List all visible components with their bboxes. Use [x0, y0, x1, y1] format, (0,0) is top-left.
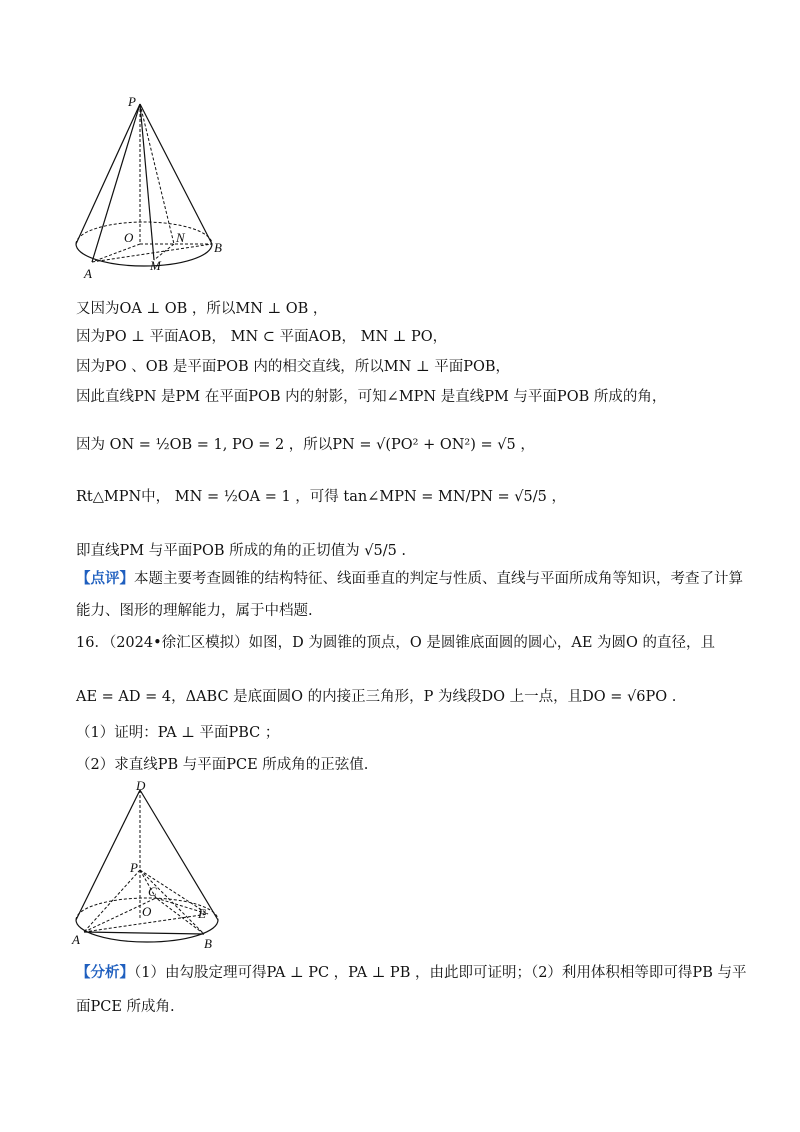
analysis-paragraph	[76, 962, 747, 984]
comment-tag: 【点评】	[76, 570, 134, 587]
solution-line-6: Rt△MPN中， MN = ½OA = 1 ，可得 tan∠MPN = MN/PN = √5/5 ，	[76, 489, 566, 505]
label-O2: O	[142, 904, 152, 919]
label-E: E	[198, 906, 206, 921]
solution-line-1: 又因为OA ⊥ OB ，所以MN ⊥ OB ，	[76, 301, 328, 317]
comment-paragraph	[76, 568, 743, 590]
label-M: M	[150, 258, 161, 273]
problem-16-question-1: （1）证明：PA ⊥ 平面PBC ；	[76, 725, 280, 741]
solution-line-7: 即直线PM 与平面POB 所成的角的正切值为 √5/5 .	[76, 543, 407, 559]
solution-line-3: 因为PO 、OB 是平面POB 内的相交直线，所以MN ⊥ 平面POB，	[76, 359, 511, 375]
solution-line-5: 因为 ON = ½OB = 1, PO = 2 ，所以PN = √(PO² + ON²) = √5 ，	[76, 437, 535, 453]
label-D: D	[136, 778, 146, 793]
problem-16-line-1: 16．（2024•徐汇区模拟）如图，D 为圆锥的顶点，O 是圆锥底面圆的圆心，AE 为圆O 的直径，且	[76, 635, 716, 651]
label-B: B	[214, 240, 222, 255]
comment-text-2: 能力、图形的理解能力，属于中档题.	[76, 603, 313, 619]
solution-line-4: 因此直线PN 是PM 在平面POB 内的射影，可知∠MPN 是直线PM 与平面POB 所成的角，	[76, 389, 667, 405]
problem-16-question-2: （2）求直线PB 与平面PCE 所成角的正弦值.	[76, 757, 369, 773]
label-A2: A	[72, 932, 80, 947]
solution-line-2: 因为PO ⊥ 平面AOB， MN ⊂ 平面AOB， MN ⊥ PO，	[76, 329, 448, 345]
cone-figure-1	[70, 92, 240, 284]
analysis-text-2: 面PCE 所成角.	[76, 999, 175, 1015]
label-P: P	[128, 94, 136, 109]
label-P2: P	[130, 860, 138, 875]
label-A: A	[84, 266, 92, 281]
label-C: C	[148, 884, 157, 899]
analysis-tag: 【分析】	[76, 964, 134, 981]
label-N: N	[176, 230, 185, 245]
label-O: O	[124, 230, 134, 245]
label-B2: B	[204, 936, 212, 951]
comment-text-1: 本题主要考查圆锥的结构特征、线面垂直的判定与性质、直线与平面所成角等知识，考查了计算	[134, 571, 743, 587]
analysis-text-1: （1）由勾股定理可得PA ⊥ PC ，PA ⊥ PB ，由此即可证明；（2）利用体积相等即可得PB 与平	[134, 965, 747, 981]
problem-16-line-2: AE = AD = 4，ΔABC 是底面圆O 的内接正三角形，P 为线段DO 上一点，且DO = √6PO .	[76, 689, 677, 705]
cone-figure-2	[70, 778, 240, 952]
